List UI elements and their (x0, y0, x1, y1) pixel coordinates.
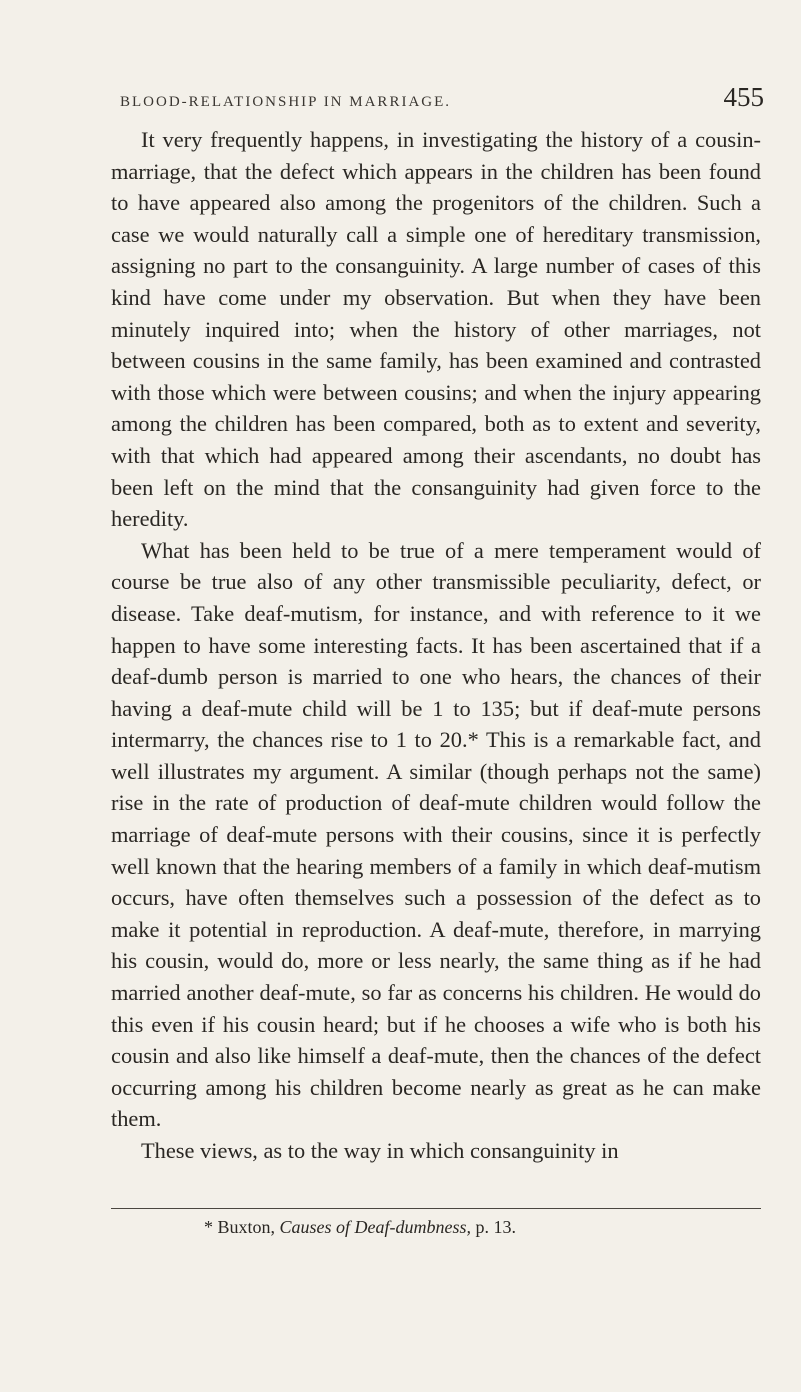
footnote (204, 1217, 764, 1238)
paragraph-3: These views, as to the way in which consanguinity in (141, 1138, 619, 1163)
footnote-author: Buxton, (217, 1217, 276, 1237)
footnote-work-title: Causes of Deaf-dumbness, (279, 1217, 472, 1237)
footnote-page-ref: p. 13. (475, 1217, 517, 1237)
running-head (60, 82, 764, 122)
footnote-marker: * (204, 1217, 213, 1237)
footnote-rule (111, 1208, 761, 1209)
body-text (111, 124, 761, 1167)
running-title: BLOOD-RELATIONSHIP IN MARRIAGE. (120, 94, 452, 110)
paragraph-1: It very frequently happens, in investigating the history of a cousin-marriage, that the defect which appears in the children has been found to have appeared also among the progenitors of the children. Such a case we would naturally call a simple one of hereditary transmission, assigning no part to the consanguinity. A large number of cases of this kind have come under my observation. But when they have been minutely inquired into; when the history of other marriages, not between cousins in the same family, has been examined and contrasted with those which were between cousins; and when the injury appearing among the children has been compared, both as to extent and severity, with that which had appeared among their ascendants, no doubt has been left on the mind that the consanguinity had given force to the heredity. (111, 127, 761, 532)
page-number: 455 (723, 82, 764, 112)
paragraph-2: What has been held to be true of a mere temperament would of course be true also of any other transmissible peculiarity, defect, or disease. Take deaf-mutism, for instance, and with reference to it we happen to have some interesting facts. It has been ascertained that if a deaf-dumb person is married to one who hears, the chances of their having a deaf-mute child will be 1 to 135; but if deaf-mute persons intermarry, the chances rise to 1 to 20.* This is a remarkable fact, and well illustrates my argument. A similar (though perhaps not the same) rise in the rate of production of deaf-mute children would follow the marriage of deaf-mute persons with their cousins, since it is perfectly well known that the hearing members of a family in which deaf-mutism occurs, have often themselves such a possession of the defect as to make it potential in reproduction. A deaf-mute, therefore, in marrying his cousin, would do, more or less nearly, the same thing as if he had married another deaf-mute, so far as concerns his children. He would do this even if his cousin heard; but if he chooses a wife who is both his cousin and also like himself a deaf-mute, then the chances of the defect occurring among his children become nearly as great as he can make them. (111, 537, 761, 1132)
